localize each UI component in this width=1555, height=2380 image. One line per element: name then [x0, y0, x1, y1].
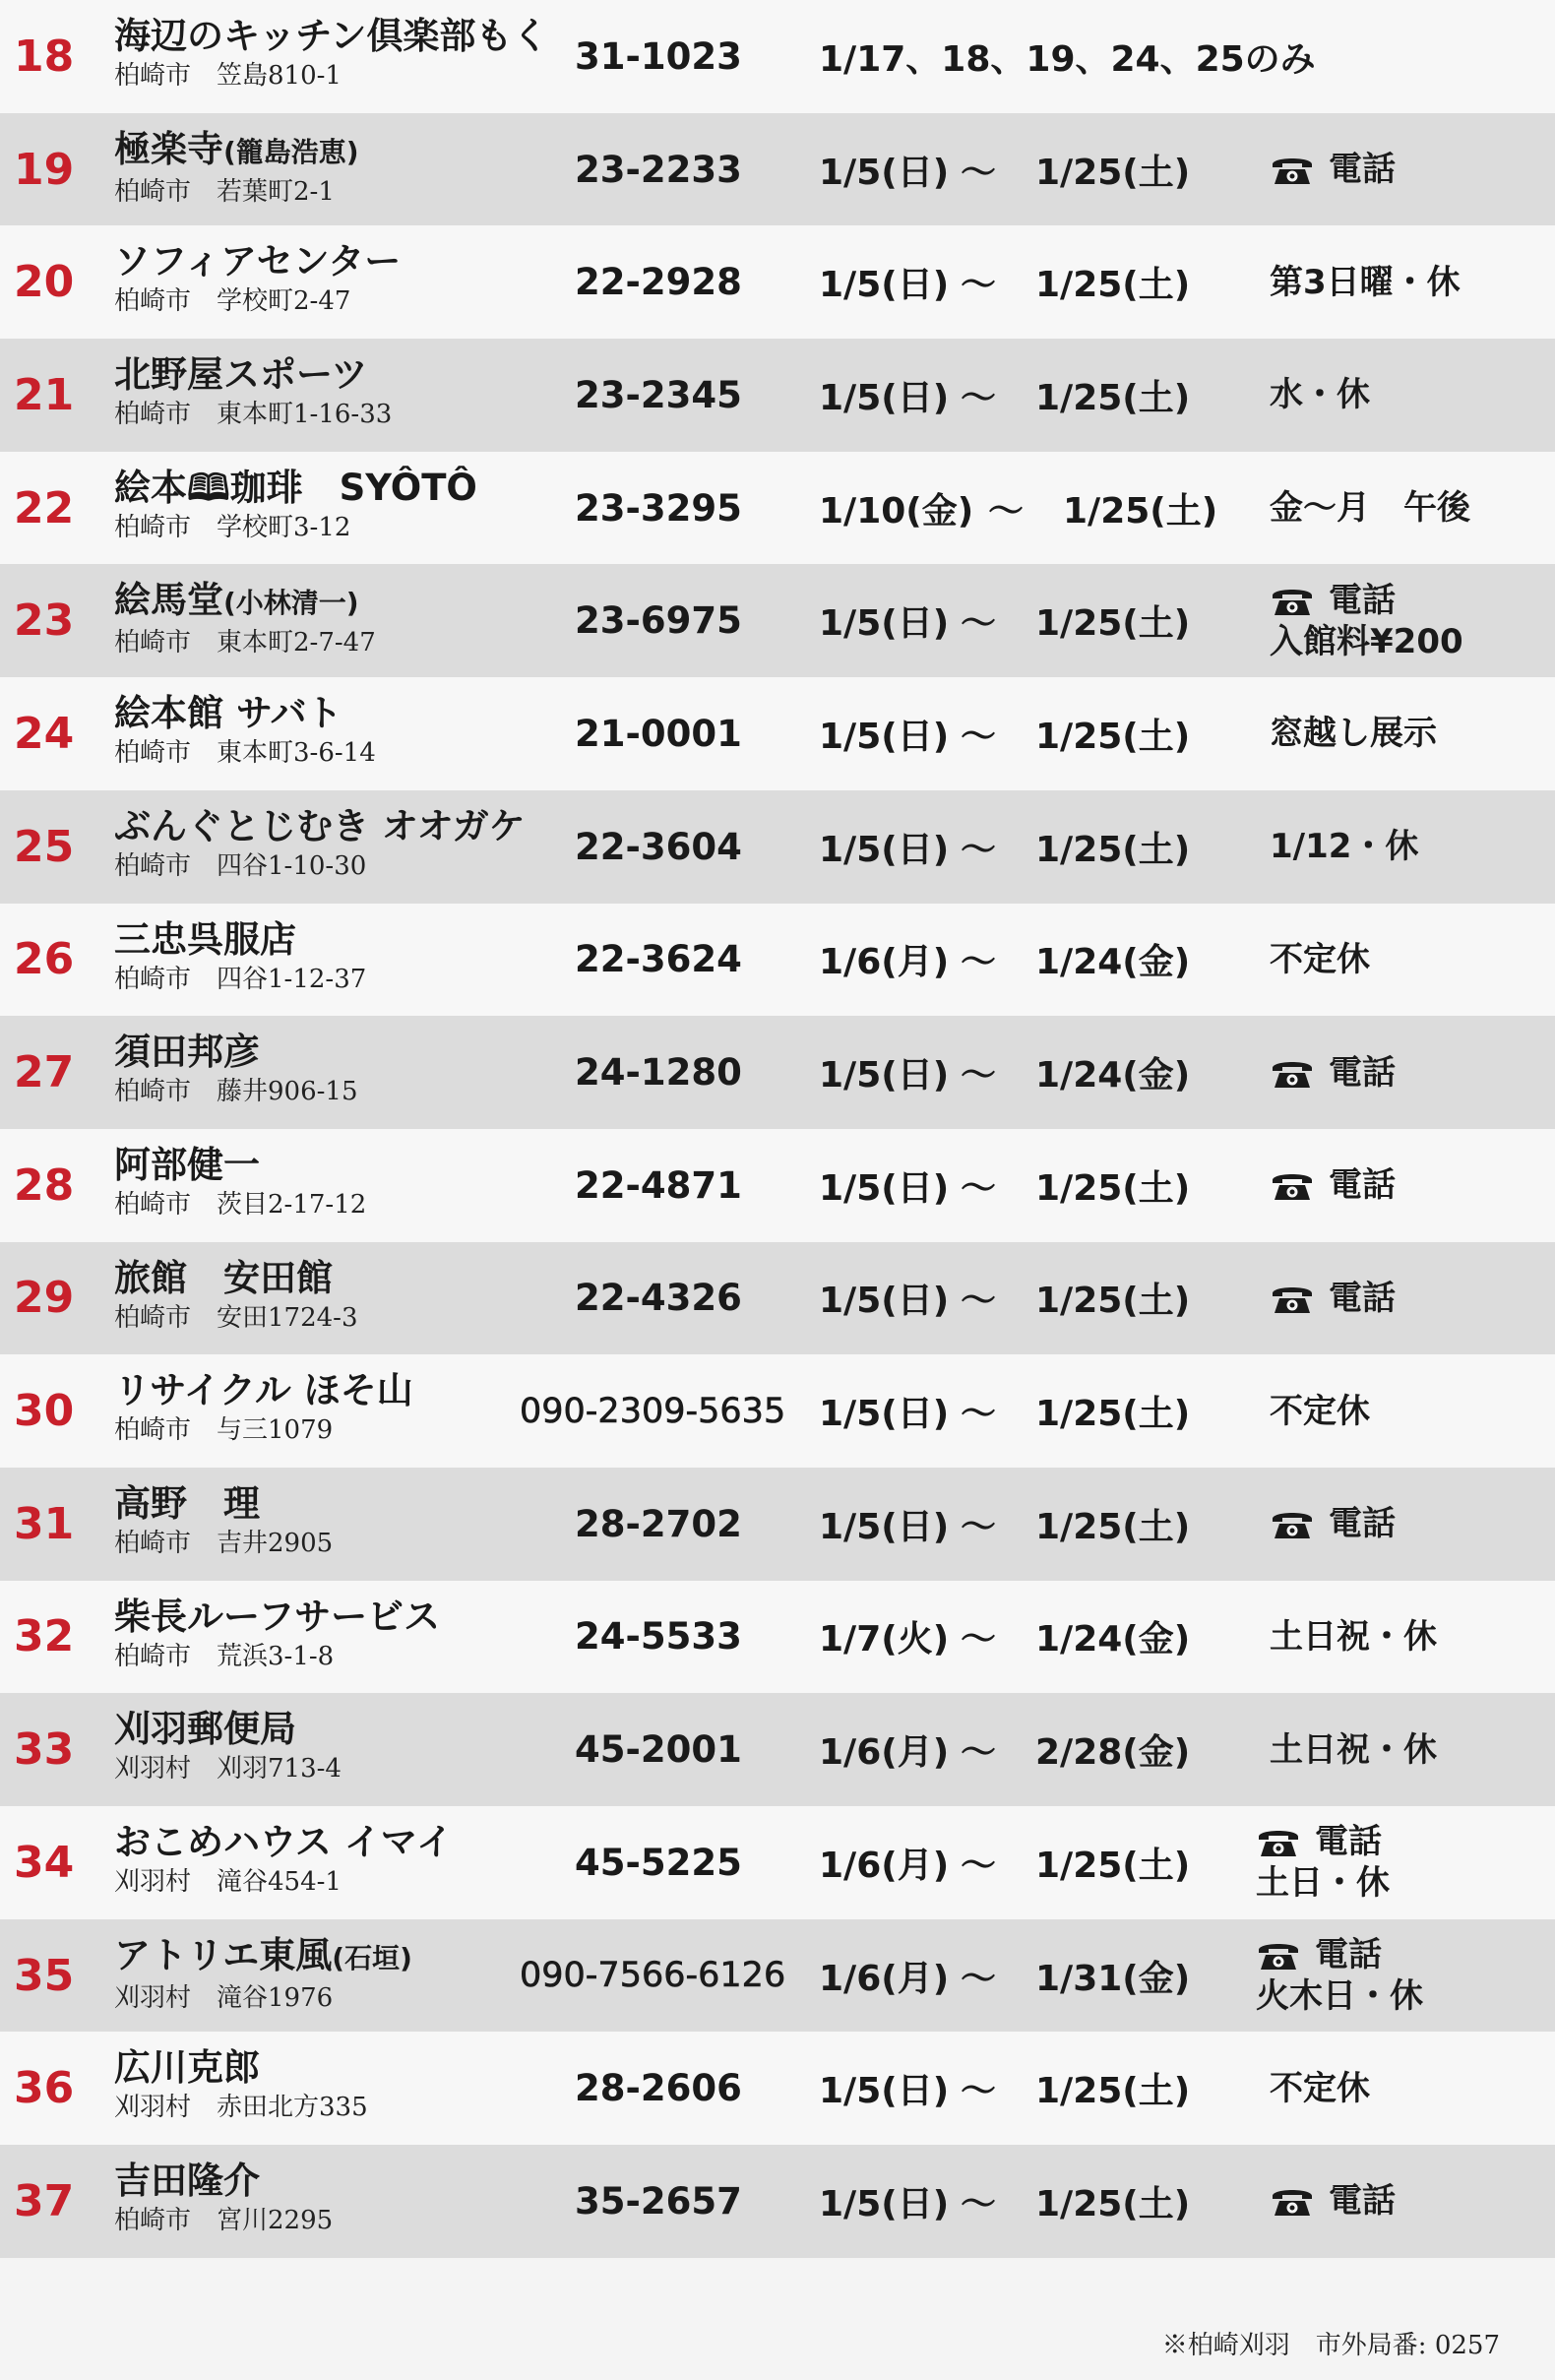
- venue-address: 柏崎市 東本町1-16-33: [114, 400, 393, 430]
- end-date: 1/25(土): [1035, 603, 1191, 645]
- venue-name-text: ソフィアセンター: [114, 240, 402, 283]
- venue-info: [114, 127, 547, 209]
- end-date: 1/25(土): [1035, 716, 1191, 757]
- date-range-tilde: 〜: [961, 2183, 997, 2224]
- venue-info: [114, 804, 547, 883]
- phone-number: 090-2309-5635: [520, 1391, 786, 1431]
- venue-address: 柏崎市 藤井906-15: [114, 1077, 358, 1107]
- note-line: [1270, 826, 1418, 867]
- venue-notes: [1270, 2145, 1396, 2258]
- date-range-tilde: 〜: [961, 1958, 997, 1999]
- venue-info: [114, 1143, 547, 1221]
- note-text: 水・休: [1270, 375, 1370, 415]
- venue-address: 柏崎市 四谷1-12-37: [114, 964, 367, 994]
- venue-notes: [1270, 1129, 1396, 1242]
- note-text: 土日祝・休: [1270, 1729, 1437, 1770]
- venue-info: [114, 352, 547, 431]
- note-line: [1270, 713, 1437, 754]
- venue-info: [114, 14, 547, 93]
- table-row: [0, 339, 1555, 452]
- note-text: 電話: [1329, 1278, 1396, 1318]
- note-line: [1270, 149, 1396, 190]
- start-date: 1/5(日): [819, 829, 950, 870]
- phone-icon: [1270, 1281, 1315, 1316]
- start-date: 1/5(日): [819, 1055, 950, 1096]
- date-range-tilde: 〜: [988, 490, 1025, 532]
- venue-info: [114, 1595, 547, 1673]
- note-line: [1270, 1164, 1396, 1206]
- venue-address: 柏崎市 学校町2-47: [114, 286, 351, 317]
- entry-number: 25: [14, 821, 75, 872]
- phone-number: 22-4326: [575, 1277, 742, 1320]
- date-range-tilde: 〜: [961, 1281, 997, 1322]
- start-date: 1/5(日): [819, 152, 950, 193]
- venue-notes: [1256, 1806, 1390, 1919]
- venue-notes: [1270, 2032, 1370, 2145]
- entry-number: 28: [14, 1159, 75, 1211]
- phone-number: 21-0001: [575, 712, 742, 755]
- venue-address: 刈羽村 滝谷1976: [114, 1982, 334, 2013]
- table-row: [0, 904, 1555, 1017]
- end-date: 1/24(金): [1035, 942, 1191, 983]
- entry-number: 19: [14, 144, 75, 195]
- table-row: [0, 2032, 1555, 2145]
- venue-address: 刈羽村 滝谷454-1: [114, 1867, 342, 1897]
- venue-name-text: 吉田隆介: [114, 2160, 260, 2203]
- table-row: [0, 1468, 1555, 1581]
- venue-address: 柏崎市 安田1724-3: [114, 1302, 358, 1333]
- end-date: 1/25(土): [1035, 2183, 1191, 2224]
- date-range-tilde: 〜: [961, 265, 997, 306]
- venue-info: [114, 1368, 547, 1447]
- venue-info: [114, 2159, 547, 2237]
- phone-number: 31-1023: [575, 34, 742, 78]
- date-range-tilde: 〜: [961, 603, 997, 645]
- note-line: [1256, 1862, 1390, 1904]
- table-row: [0, 452, 1555, 565]
- phone-number: 23-6975: [575, 599, 742, 643]
- entry-number: 26: [14, 934, 75, 985]
- start-date: 1/6(月): [819, 1732, 950, 1774]
- venue-notes: [1270, 1693, 1437, 1806]
- date-range-tilde: 〜: [961, 1845, 997, 1886]
- phone-number: 23-2233: [575, 148, 742, 191]
- venue-address: 柏崎市 東本町2-7-47: [114, 628, 376, 658]
- venue-info: [114, 466, 547, 544]
- start-date: 1/10(金): [819, 490, 974, 532]
- venue-notes: [1270, 904, 1370, 1017]
- note-line: [1270, 621, 1463, 662]
- phone-number: 23-2345: [575, 373, 742, 416]
- end-date: 1/25(土): [1035, 1394, 1191, 1435]
- note-line: [1270, 487, 1470, 529]
- venue-info: [114, 1256, 547, 1335]
- venue-notes: [1270, 225, 1461, 339]
- phone-number: 45-5225: [575, 1841, 742, 1884]
- start-date: 1/5(日): [819, 603, 950, 645]
- venue-notes: [1270, 1468, 1396, 1581]
- note-line: [1270, 1729, 1437, 1771]
- venue-info: [114, 578, 547, 659]
- venue-notes: [1270, 790, 1418, 904]
- venue-name: [114, 1481, 547, 1527]
- note-line: [1270, 580, 1463, 621]
- entry-number: 29: [14, 1273, 75, 1324]
- entry-number: 31: [14, 1498, 75, 1549]
- note-line: [1256, 1934, 1423, 1975]
- start-date: 1/5(日): [819, 1167, 950, 1209]
- date-range-tilde: 〜: [961, 152, 997, 193]
- start-date: 1/6(月): [819, 1958, 950, 1999]
- venue-address: 柏崎市 四谷1-10-30: [114, 850, 367, 881]
- note-line: [1270, 1616, 1437, 1658]
- venue-name: [114, 14, 547, 59]
- date-range-tilde: 〜: [961, 716, 997, 757]
- date-range-tilde: 〜: [961, 1394, 997, 1435]
- table-row: [0, 564, 1555, 677]
- entry-number: 18: [14, 31, 75, 82]
- note-line: [1270, 1391, 1370, 1432]
- end-date: 1/25(土): [1035, 829, 1191, 870]
- table-row: [0, 1354, 1555, 1468]
- phone-number: 45-2001: [575, 1728, 742, 1772]
- end-date: 1/25(土): [1035, 1281, 1191, 1322]
- table-row: [0, 790, 1555, 904]
- venue-name: [114, 1820, 547, 1865]
- start-date: 1/5(日): [819, 1506, 950, 1547]
- venue-address: 柏崎市 茨目2-17-12: [114, 1189, 367, 1220]
- venue-notes: [1270, 113, 1396, 226]
- note-line: [1270, 1503, 1396, 1544]
- venue-address: 柏崎市 若葉町2-1: [114, 176, 335, 207]
- venue-name-text: 極楽寺: [114, 127, 223, 170]
- note-text: 窓越し展示: [1270, 714, 1437, 754]
- venue-name: [114, 1143, 547, 1188]
- venue-name-text: リサイクル ほそ山: [114, 1369, 413, 1412]
- venue-name-text: 旅館 安田館: [114, 1256, 333, 1299]
- venue-info: [114, 691, 547, 770]
- phone-icon: [1256, 1937, 1301, 1973]
- note-line: [1270, 1052, 1396, 1094]
- table-row: [0, 2145, 1555, 2258]
- venue-name: [114, 127, 547, 175]
- note-text: 金〜月 午後: [1270, 488, 1470, 529]
- venue-address: 刈羽村 赤田北方335: [114, 2093, 368, 2123]
- entry-number: 21: [14, 369, 75, 420]
- table-row: [0, 1242, 1555, 1355]
- date-range-tilde: 〜: [961, 377, 997, 418]
- start-date: 1/7(火): [819, 1619, 950, 1660]
- phone-number: 22-4871: [575, 1163, 742, 1207]
- venue-info: [114, 1030, 547, 1108]
- phone-icon: [1270, 583, 1315, 618]
- venue-name-text: 絵本🕮珈琲 SYÔTÔ: [114, 466, 477, 509]
- note-text: 火木日・休: [1256, 1976, 1423, 2017]
- end-date: 1/25(土): [1035, 377, 1191, 418]
- end-date: 1/25(土): [1063, 490, 1218, 532]
- note-line: [1270, 1278, 1396, 1319]
- exhibit-dates: 1/17、18、19、24、25のみ: [819, 38, 1316, 80]
- venue-name: [114, 578, 547, 626]
- note-line: [1270, 2180, 1396, 2222]
- area-code-note: ※柏崎刈羽 市外局番: 0257: [1161, 2331, 1500, 2360]
- note-text: 電話: [1329, 1165, 1396, 1206]
- table-row: [0, 1016, 1555, 1129]
- phone-icon: [1256, 1824, 1301, 1859]
- note-text: 電話: [1315, 1822, 1382, 1862]
- venue-address: 柏崎市 吉井2905: [114, 1528, 334, 1558]
- venue-name: [114, 1030, 547, 1075]
- start-date: 1/5(日): [819, 1281, 950, 1322]
- end-date: 1/25(土): [1035, 152, 1191, 193]
- venue-name: [114, 1933, 547, 1981]
- entry-number: 36: [14, 2063, 75, 2114]
- venue-name: [114, 1256, 547, 1301]
- venue-name: [114, 1595, 547, 1640]
- table-row: [0, 1581, 1555, 1694]
- note-line: [1270, 374, 1370, 415]
- venue-address: 柏崎市 宮川2295: [114, 2206, 334, 2236]
- date-range-tilde: 〜: [961, 1506, 997, 1547]
- venue-name-text: 海辺のキッチン倶楽部もく: [114, 15, 549, 57]
- date-range-tilde: 〜: [961, 1732, 997, 1774]
- start-date: 1/6(月): [819, 942, 950, 983]
- venue-notes: [1270, 1354, 1370, 1468]
- phone-number: 28-2702: [575, 1502, 742, 1545]
- phone-icon: [1270, 152, 1315, 187]
- end-date: 1/25(土): [1035, 1845, 1191, 1886]
- note-text: 入館料¥200: [1270, 621, 1463, 661]
- start-date: 1/5(日): [819, 2071, 950, 2112]
- note-line: [1256, 1821, 1390, 1862]
- note-text: 電話: [1329, 1052, 1396, 1093]
- venue-info: [114, 239, 547, 318]
- venue-name-text: 三忠呉服店: [114, 917, 296, 961]
- table-row: [0, 113, 1555, 226]
- date-range-tilde: 〜: [961, 829, 997, 870]
- entry-number: 22: [14, 482, 75, 533]
- phone-number: 22-3604: [575, 825, 742, 868]
- venue-name: [114, 691, 547, 736]
- date-range-tilde: 〜: [961, 942, 997, 983]
- venue-name-text: 高野 理: [114, 1481, 260, 1525]
- venue-notes: [1270, 1581, 1437, 1694]
- table-row: [0, 225, 1555, 339]
- venue-info: [114, 2045, 547, 2124]
- venue-info: [114, 1933, 547, 2015]
- phone-icon: [1270, 1167, 1315, 1203]
- note-text: 電話: [1315, 1935, 1382, 1975]
- note-line: [1270, 939, 1370, 980]
- venue-address: 柏崎市 東本町3-6-14: [114, 738, 376, 769]
- note-text: 1/12・休: [1270, 827, 1419, 867]
- phone-number: 23-3295: [575, 486, 742, 530]
- venue-name: [114, 804, 547, 849]
- entry-number: 27: [14, 1047, 75, 1098]
- venue-name-text: 柴長ルーフサービス: [114, 1595, 441, 1638]
- venue-name-text: 北野屋スポーツ: [114, 353, 368, 397]
- note-text: 電話: [1329, 150, 1396, 190]
- entry-number: 37: [14, 2175, 75, 2226]
- venue-name-aside: (小林清一): [223, 587, 359, 620]
- phone-number: 35-2657: [575, 2179, 742, 2223]
- venue-name-text: おこめハウス イマイ: [114, 1821, 454, 1863]
- phone-number: 22-3624: [575, 938, 742, 981]
- venue-name-text: 絵本館 サバト: [114, 692, 342, 735]
- entry-number: 32: [14, 1611, 75, 1662]
- venue-notes: [1270, 339, 1370, 452]
- venue-name-text: 広川克郎: [114, 2046, 260, 2090]
- phone-number: 24-1280: [575, 1051, 742, 1095]
- table-row: [0, 0, 1555, 113]
- note-text: 不定休: [1270, 939, 1370, 979]
- venue-name: [114, 2159, 547, 2204]
- note-text: 不定休: [1270, 1391, 1370, 1431]
- note-text: 第3日曜・休: [1270, 262, 1461, 302]
- venue-address: 柏崎市 荒浜3-1-8: [114, 1641, 335, 1671]
- venue-name: [114, 1707, 547, 1752]
- phone-number: 090-7566-6126: [520, 1956, 786, 1996]
- venue-address: 柏崎市 学校町3-12: [114, 512, 351, 542]
- end-date: 1/25(土): [1035, 265, 1191, 306]
- venue-name-text: 刈羽郵便局: [114, 1708, 296, 1751]
- start-date: 1/5(日): [819, 377, 950, 418]
- phone-icon: [1270, 2183, 1315, 2219]
- venue-notes: [1270, 452, 1470, 565]
- date-range-tilde: 〜: [961, 1055, 997, 1096]
- note-line: [1270, 262, 1461, 303]
- table-row: [0, 1693, 1555, 1806]
- venue-name-text: ぶんぐとじむき オオガケ: [114, 804, 526, 847]
- end-date: 1/25(土): [1035, 1167, 1191, 1209]
- venue-name: [114, 352, 547, 398]
- entry-number: 23: [14, 595, 75, 647]
- note-text: 土日祝・休: [1270, 1616, 1437, 1657]
- table-row: [0, 1806, 1555, 1919]
- start-date: 1/5(日): [819, 265, 950, 306]
- entry-number: 33: [14, 1724, 75, 1776]
- table-row: [0, 677, 1555, 790]
- venue-notes: [1270, 564, 1463, 677]
- venue-name: [114, 2045, 547, 2091]
- end-date: 1/24(金): [1035, 1055, 1191, 1096]
- venue-name: [114, 239, 547, 284]
- note-line: [1256, 1975, 1423, 2017]
- venue-name-text: 須田邦彦: [114, 1031, 260, 1074]
- note-text: 電話: [1329, 2181, 1396, 2222]
- venue-address: 柏崎市 笠島810-1: [114, 61, 342, 91]
- venue-name-text: 絵馬堂: [114, 579, 223, 622]
- venue-name-aside: (籠島浩恵): [223, 135, 359, 168]
- entry-number: 30: [14, 1386, 75, 1437]
- end-date: 1/31(金): [1035, 1958, 1191, 1999]
- phone-icon: [1270, 1506, 1315, 1541]
- venue-name-text: 阿部健一: [114, 1143, 260, 1186]
- venue-info: [114, 1707, 547, 1785]
- venue-name: [114, 917, 547, 963]
- venue-notes: [1270, 1242, 1396, 1355]
- phone-number: 24-5533: [575, 1615, 742, 1659]
- venue-info: [114, 1820, 547, 1899]
- entry-number: 20: [14, 257, 75, 308]
- note-text: 電話: [1329, 580, 1396, 620]
- end-date: 1/25(土): [1035, 2071, 1191, 2112]
- start-date: 1/5(日): [819, 2183, 950, 2224]
- venue-notes: [1270, 677, 1437, 790]
- venue-address: 刈羽村 刈羽713-4: [114, 1754, 342, 1785]
- venue-name: [114, 1368, 547, 1413]
- end-date: 2/28(金): [1035, 1732, 1191, 1774]
- table-row: [0, 1129, 1555, 1242]
- venue-name-aside: (石垣): [332, 1941, 412, 1974]
- phone-icon: [1270, 1055, 1315, 1091]
- date-range-tilde: 〜: [961, 1619, 997, 1660]
- start-date: 1/5(日): [819, 716, 950, 757]
- end-date: 1/25(土): [1035, 1506, 1191, 1547]
- note-text: 土日・休: [1256, 1863, 1390, 1904]
- venue-notes: [1256, 1919, 1423, 2033]
- phone-number: 28-2606: [575, 2067, 742, 2110]
- date-range-tilde: 〜: [961, 1167, 997, 1209]
- entry-number: 24: [14, 708, 75, 759]
- venue-name-text: アトリエ東風: [114, 1933, 333, 1976]
- venue-info: [114, 917, 547, 996]
- venue-address: 柏崎市 与三1079: [114, 1415, 334, 1446]
- venue-notes: [1270, 1016, 1396, 1129]
- note-text: 電話: [1329, 1504, 1396, 1544]
- date-range-tilde: 〜: [961, 2071, 997, 2112]
- entry-number: 34: [14, 1837, 75, 1888]
- venue-name: [114, 466, 547, 511]
- start-date: 1/6(月): [819, 1845, 950, 1886]
- note-text: 不定休: [1270, 2068, 1370, 2108]
- venue-info: [114, 1481, 547, 1560]
- end-date: 1/24(金): [1035, 1619, 1191, 1660]
- start-date: 1/5(日): [819, 1394, 950, 1435]
- note-line: [1270, 2068, 1370, 2109]
- table-row: [0, 1919, 1555, 2033]
- entry-number: 35: [14, 1950, 75, 2001]
- phone-number: 22-2928: [575, 261, 742, 304]
